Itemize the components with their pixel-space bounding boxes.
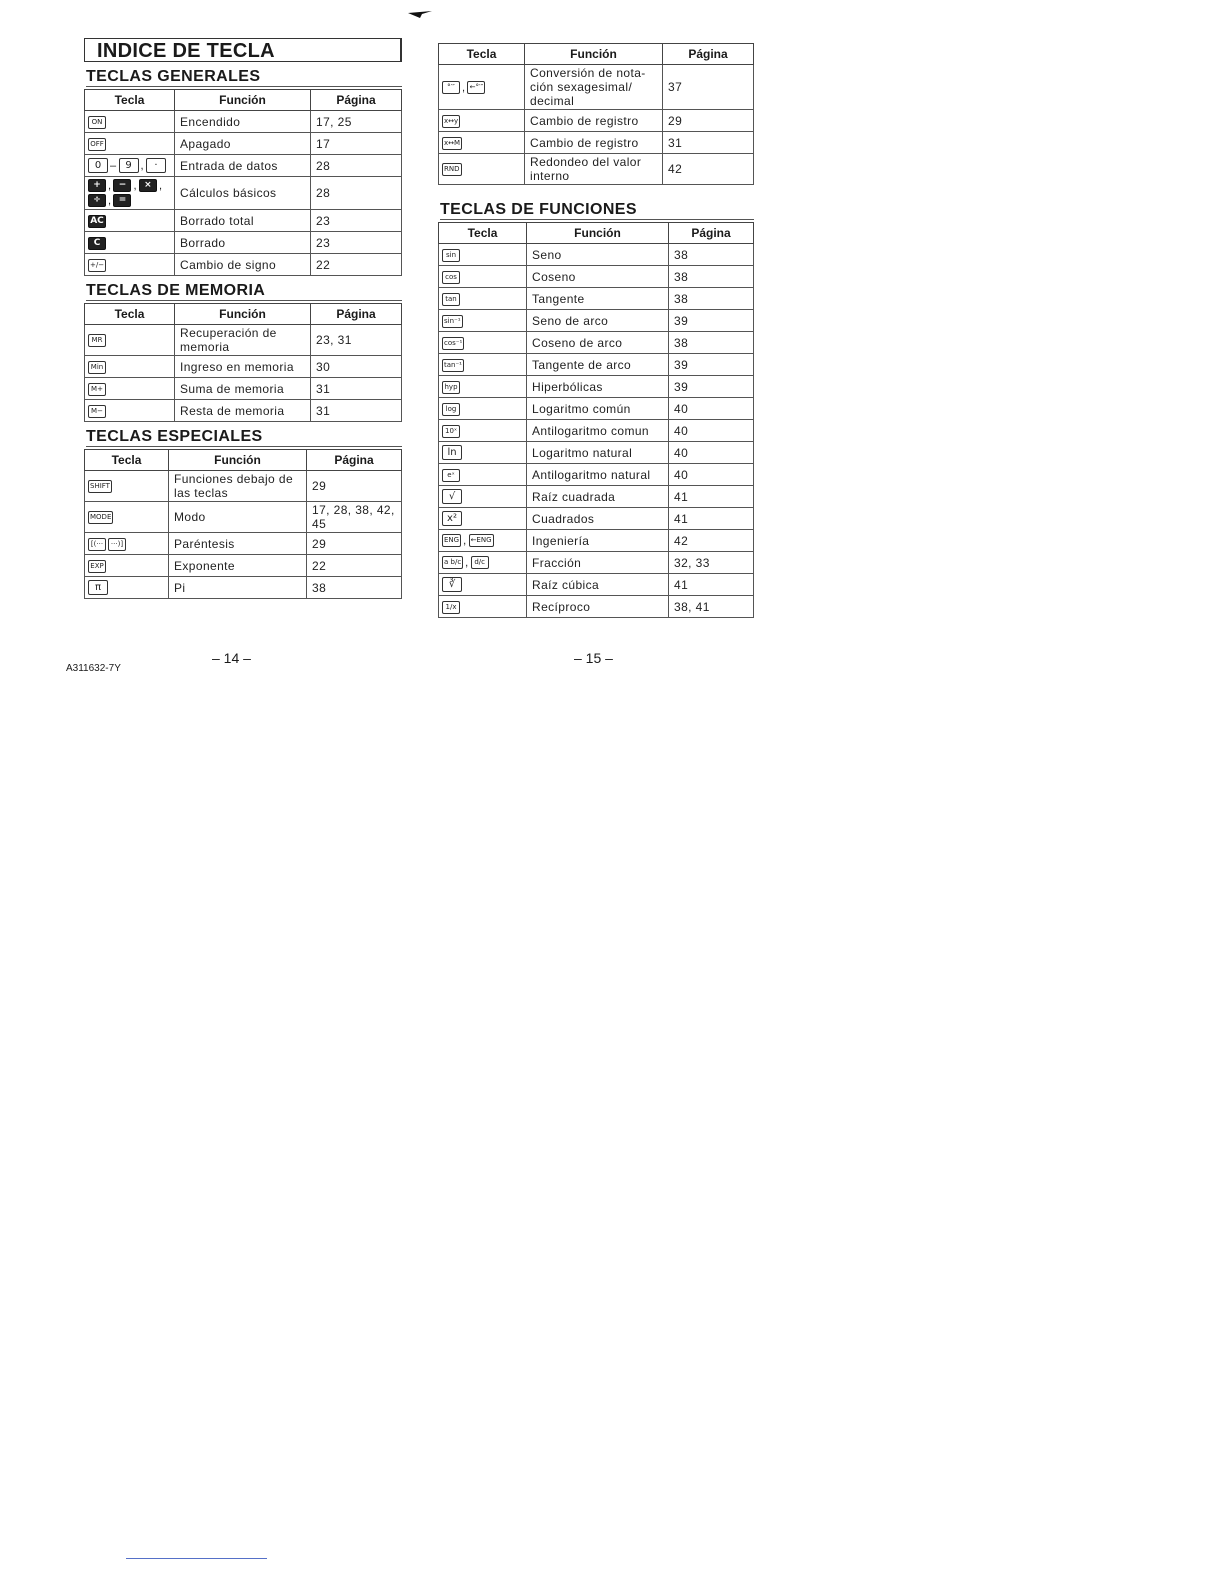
calculator-key-icon: × [139,179,157,192]
calculator-key-icon: ÷ [88,194,106,207]
table-row [85,533,402,555]
table-row [85,210,402,232]
calculator-key-icon: C [88,237,106,250]
function-cell: Paréntesis [169,533,307,555]
page-cell: 29 [663,110,754,132]
function-cell: Funciones debajo de las teclas [169,471,307,502]
function-cell: Tangente de arco [527,354,669,376]
key-cell [85,577,169,599]
table-row [439,110,754,132]
table-row [439,464,754,486]
calculator-key-icon: +/− [88,259,106,272]
function-cell: Coseno [527,266,669,288]
calculator-key-icon: eˣ [442,469,460,482]
page-cell: 39 [669,354,754,376]
calculator-key-icon: OFF [88,138,106,151]
calculator-key-icon: AC [88,215,106,228]
page-cell: 38 [669,288,754,310]
key-cell [85,232,175,254]
page-cell: 22 [311,254,402,276]
calculator-key-icon: SHIFT [88,480,112,493]
page-cell: 41 [669,508,754,530]
page-number-left: – 14 – [212,650,251,666]
key-cell [439,310,527,332]
header-function: Función [175,90,311,111]
key-separator: , [462,81,466,94]
calculator-key-icon: ln [442,445,462,460]
page-cell: 38 [669,332,754,354]
table-especiales [84,449,402,599]
function-cell: Antilogaritmo comun [527,420,669,442]
key-cell [85,555,169,577]
page-cell: 41 [669,486,754,508]
calculator-key-icon: 9 [119,158,139,173]
table-row [85,577,402,599]
table-continuacion [438,43,754,185]
function-cell: Cuadrados [527,508,669,530]
calculator-key-icon: 10ˣ [442,425,460,438]
key-cell [85,356,175,378]
header-function: Función [175,304,311,325]
calculator-key-icon: = [113,194,131,207]
header-key: Tecla [85,304,175,325]
key-separator: , [158,180,163,192]
page-cell: 23 [311,232,402,254]
page-cell: 40 [669,442,754,464]
calculator-key-icon: π [88,580,108,595]
function-cell: Redondeo del valor interno [525,154,663,185]
header-page: Página [663,44,754,65]
table-row [439,398,754,420]
table-funciones [438,222,754,618]
page-cell: 29 [307,533,402,555]
header-function: Función [525,44,663,65]
key-cell [85,177,175,210]
calculator-key-icon: ∛ [442,577,462,592]
page-cell: 42 [669,530,754,552]
page-cell: 39 [669,376,754,398]
calculator-key-icon: 0 [88,158,108,173]
table-row [439,376,754,398]
header-function: Función [169,450,307,471]
calculator-key-icon: [(··· [88,538,106,551]
table-row [85,155,402,177]
page-title: INDICE DE TECLA [84,38,402,62]
header-key: Tecla [439,223,527,244]
calculator-key-icon: Min [88,361,106,374]
header-page: Página [669,223,754,244]
header-key: Tecla [85,90,175,111]
table-row [439,530,754,552]
function-cell: Hiperbólicas [527,376,669,398]
function-cell: Cambio de registro [525,132,663,154]
calculator-key-icon: cos [442,271,460,284]
key-cell [439,420,527,442]
function-cell: Seno [527,244,669,266]
table-row [439,266,754,288]
key-cell [439,266,527,288]
key-separator: , [108,195,112,207]
page-cell: 29 [307,471,402,502]
table-row [439,574,754,596]
function-cell: Raíz cuadrada [527,486,669,508]
key-cell [85,471,169,502]
table-row [85,111,402,133]
right-page [438,43,754,618]
page-cell: 31 [311,400,402,422]
page-cell: 38 [307,577,402,599]
key-cell [439,398,527,420]
key-cell [439,154,525,185]
calculator-key-icon: cos⁻¹ [442,337,464,350]
key-cell [85,254,175,276]
key-cell [439,486,527,508]
calculator-key-icon: ···)] [108,538,126,551]
key-cell [85,325,175,356]
function-cell: Encendido [175,111,311,133]
function-cell: Cálculos básicos [175,177,311,210]
key-cell [439,65,525,110]
table-row [439,154,754,185]
table-row [439,132,754,154]
table-row [439,552,754,574]
key-cell [439,376,527,398]
key-cell [439,508,527,530]
calculator-key-icon: x↔y [442,115,460,128]
calculator-key-icon: °′″ [442,81,460,94]
page-cell: 38 [669,266,754,288]
function-cell: Cambio de registro [525,110,663,132]
section-title-generales: TECLAS GENERALES [86,68,402,87]
table-row [85,400,402,422]
table-row [85,254,402,276]
page-cell: 22 [307,555,402,577]
function-cell: Coseno de arco [527,332,669,354]
calculator-key-icon: ←°′″ [467,81,485,94]
calculator-key-icon: tan [442,293,460,306]
calculator-key-icon: ON [88,116,106,129]
calculator-key-icon: M+ [88,383,106,396]
key-cell [439,110,525,132]
key-cell [439,288,527,310]
page-cell: 23 [311,210,402,232]
table-row [439,332,754,354]
page-cell: 40 [669,398,754,420]
page-cell: 39 [669,310,754,332]
table-row [439,244,754,266]
table-generales [84,89,402,276]
arrow-mark-icon [408,10,432,18]
key-separator: – [110,159,117,172]
calculator-key-icon: ←ENG [469,534,494,547]
page-cell: 38, 41 [669,596,754,618]
function-cell: Borrado total [175,210,311,232]
table-memoria [84,303,402,422]
table-row [85,232,402,254]
document-code: A311632-7Y [66,663,121,674]
function-cell: Recíproco [527,596,669,618]
key-separator: , [140,159,144,172]
function-cell: Conversión de nota-ción sexagesimal/ decimal [525,65,663,110]
key-cell [439,464,527,486]
calculator-key-icon: sin [442,249,460,262]
calculator-key-icon: M− [88,405,106,418]
table-row [85,502,402,533]
page-cell: 31 [311,378,402,400]
table-row [439,442,754,464]
section-title-especiales: TECLAS ESPECIALES [86,428,402,447]
function-cell: Ingreso en memoria [175,356,311,378]
page-cell: 37 [663,65,754,110]
header-page: Página [311,304,402,325]
footer-rule [126,1558,267,1559]
function-cell: Recuperación de memoria [175,325,311,356]
function-cell: Cambio de signo [175,254,311,276]
key-cell [85,533,169,555]
page-cell: 38 [669,244,754,266]
function-cell: Pi [169,577,307,599]
page-cell: 28 [311,177,402,210]
header-function: Función [527,223,669,244]
key-cell [439,574,527,596]
table-row [439,486,754,508]
table-row [85,133,402,155]
calculator-key-icon: ENG [442,534,461,547]
function-cell: Tangente [527,288,669,310]
calculator-key-icon: √ [442,489,462,504]
calculator-key-icon: hyp [442,381,460,394]
function-cell: Fracción [527,552,669,574]
calculator-key-icon: MR [88,334,106,347]
page-cell: 17, 25 [311,111,402,133]
function-cell: Suma de memoria [175,378,311,400]
calculator-key-icon: tan⁻¹ [442,359,464,372]
table-row [85,471,402,502]
key-cell [85,111,175,133]
key-cell [439,596,527,618]
left-page [84,38,402,599]
calculator-key-icon: − [113,179,131,192]
table-row [85,177,402,210]
function-cell: Seno de arco [527,310,669,332]
calculator-key-icon: MODE [88,511,113,524]
page-cell: 41 [669,574,754,596]
key-cell [85,502,169,533]
calculator-key-icon: a b/c [442,556,463,569]
table-row [439,65,754,110]
key-cell [439,442,527,464]
page-cell: 31 [663,132,754,154]
function-cell: Antilogaritmo natural [527,464,669,486]
key-cell [439,354,527,376]
calculator-key-icon: RND [442,163,462,176]
page-cell: 23, 31 [311,325,402,356]
calculator-key-icon: log [442,403,460,416]
key-cell [439,132,525,154]
table-row [85,325,402,356]
page-cell: 32, 33 [669,552,754,574]
header-key: Tecla [85,450,169,471]
key-cell [439,530,527,552]
calculator-key-icon: + [88,179,106,192]
function-cell: Apagado [175,133,311,155]
header-page: Página [307,450,402,471]
calculator-key-icon: · [146,158,166,173]
page-cell: 40 [669,420,754,442]
calculator-key-icon: 1/x [442,601,460,614]
key-cell [439,244,527,266]
calculator-key-icon: x² [442,511,462,526]
page-cell: 30 [311,356,402,378]
page-number-right: – 15 – [574,650,613,666]
key-cell [85,400,175,422]
page-cell: 40 [669,464,754,486]
page-cell: 17, 28, 38, 42, 45 [307,502,402,533]
table-row [439,310,754,332]
table-row [85,378,402,400]
table-row [439,288,754,310]
table-row [439,508,754,530]
key-cell [85,378,175,400]
function-cell: Logaritmo natural [527,442,669,464]
calculator-key-icon: sin⁻¹ [442,315,463,328]
calculator-key-icon: x↔M [442,137,462,150]
key-cell [439,552,527,574]
header-key: Tecla [439,44,525,65]
table-row [439,420,754,442]
key-cell [85,155,175,177]
function-cell: Entrada de datos [175,155,311,177]
page-cell: 17 [311,133,402,155]
table-row [439,354,754,376]
calculator-key-icon: EXP [88,560,106,573]
function-cell: Resta de memoria [175,400,311,422]
function-cell: Ingeniería [527,530,669,552]
table-row [439,596,754,618]
function-cell: Logaritmo común [527,398,669,420]
function-cell: Borrado [175,232,311,254]
key-cell [85,133,175,155]
key-separator: , [463,535,467,547]
header-page: Página [311,90,402,111]
function-cell: Raíz cúbica [527,574,669,596]
page-cell: 42 [663,154,754,185]
key-separator: , [465,557,469,569]
section-title-funciones: TECLAS DE FUNCIONES [440,201,754,220]
key-separator: , [108,180,112,192]
calculator-key-icon: d/c [471,556,489,569]
function-cell: Exponente [169,555,307,577]
key-separator: , [133,180,137,192]
table-row [85,555,402,577]
section-title-memoria: TECLAS DE MEMORIA [86,282,402,301]
key-cell [439,332,527,354]
table-row [85,356,402,378]
function-cell: Modo [169,502,307,533]
key-cell [85,210,175,232]
page-cell: 28 [311,155,402,177]
